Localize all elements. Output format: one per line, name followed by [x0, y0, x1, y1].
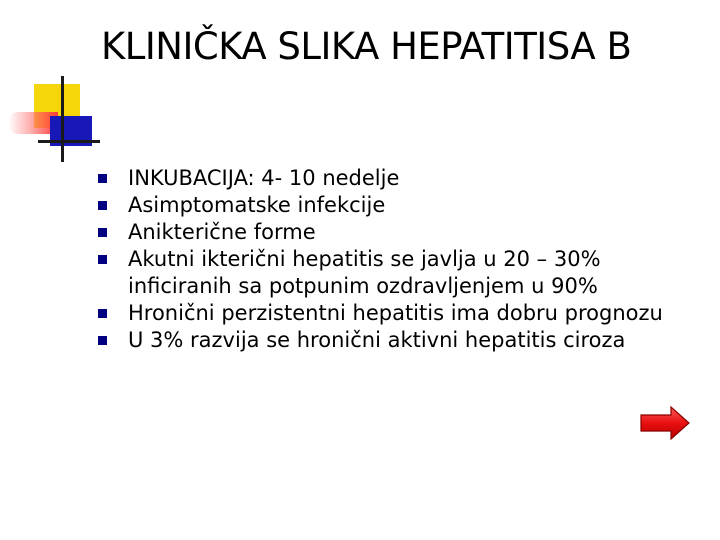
bullet-list	[98, 165, 698, 354]
square-bullet-icon	[98, 336, 107, 345]
bullet-text: Hronični perzistentni hepatitis ima dobru prognozu	[128, 301, 663, 325]
square-bullet-icon	[98, 309, 107, 318]
bullet-text: U 3% razvija se hronični aktivni hepatitis ciroza	[128, 328, 626, 352]
bullet-text: INKUBACIJA: 4- 10 nedelje	[128, 166, 400, 190]
square-bullet-icon	[98, 228, 107, 237]
bullet-item	[98, 219, 698, 246]
square-bullet-icon	[98, 201, 107, 210]
arrow-right-icon	[640, 406, 690, 440]
bullet-item	[98, 246, 698, 300]
bullet-item	[98, 165, 698, 192]
bullet-text: Anikterične forme	[128, 220, 316, 244]
bullet-text: Akutni ikterični hepatitis se javlja u 20 – 30% inficiranih sa potpunim ozdravljenjem u 90%	[128, 247, 601, 298]
bullet-item	[98, 192, 698, 219]
square-bullet-icon	[98, 255, 107, 264]
bullet-item	[98, 327, 698, 354]
bullet-item	[98, 300, 698, 327]
slide-title: KLINIČKA SLIKA HEPATITISA B	[101, 25, 632, 68]
vertical-line	[61, 76, 64, 162]
bullet-text: Asimptomatske infekcije	[128, 193, 386, 217]
horizontal-line	[38, 140, 100, 143]
square-bullet-icon	[98, 174, 107, 183]
